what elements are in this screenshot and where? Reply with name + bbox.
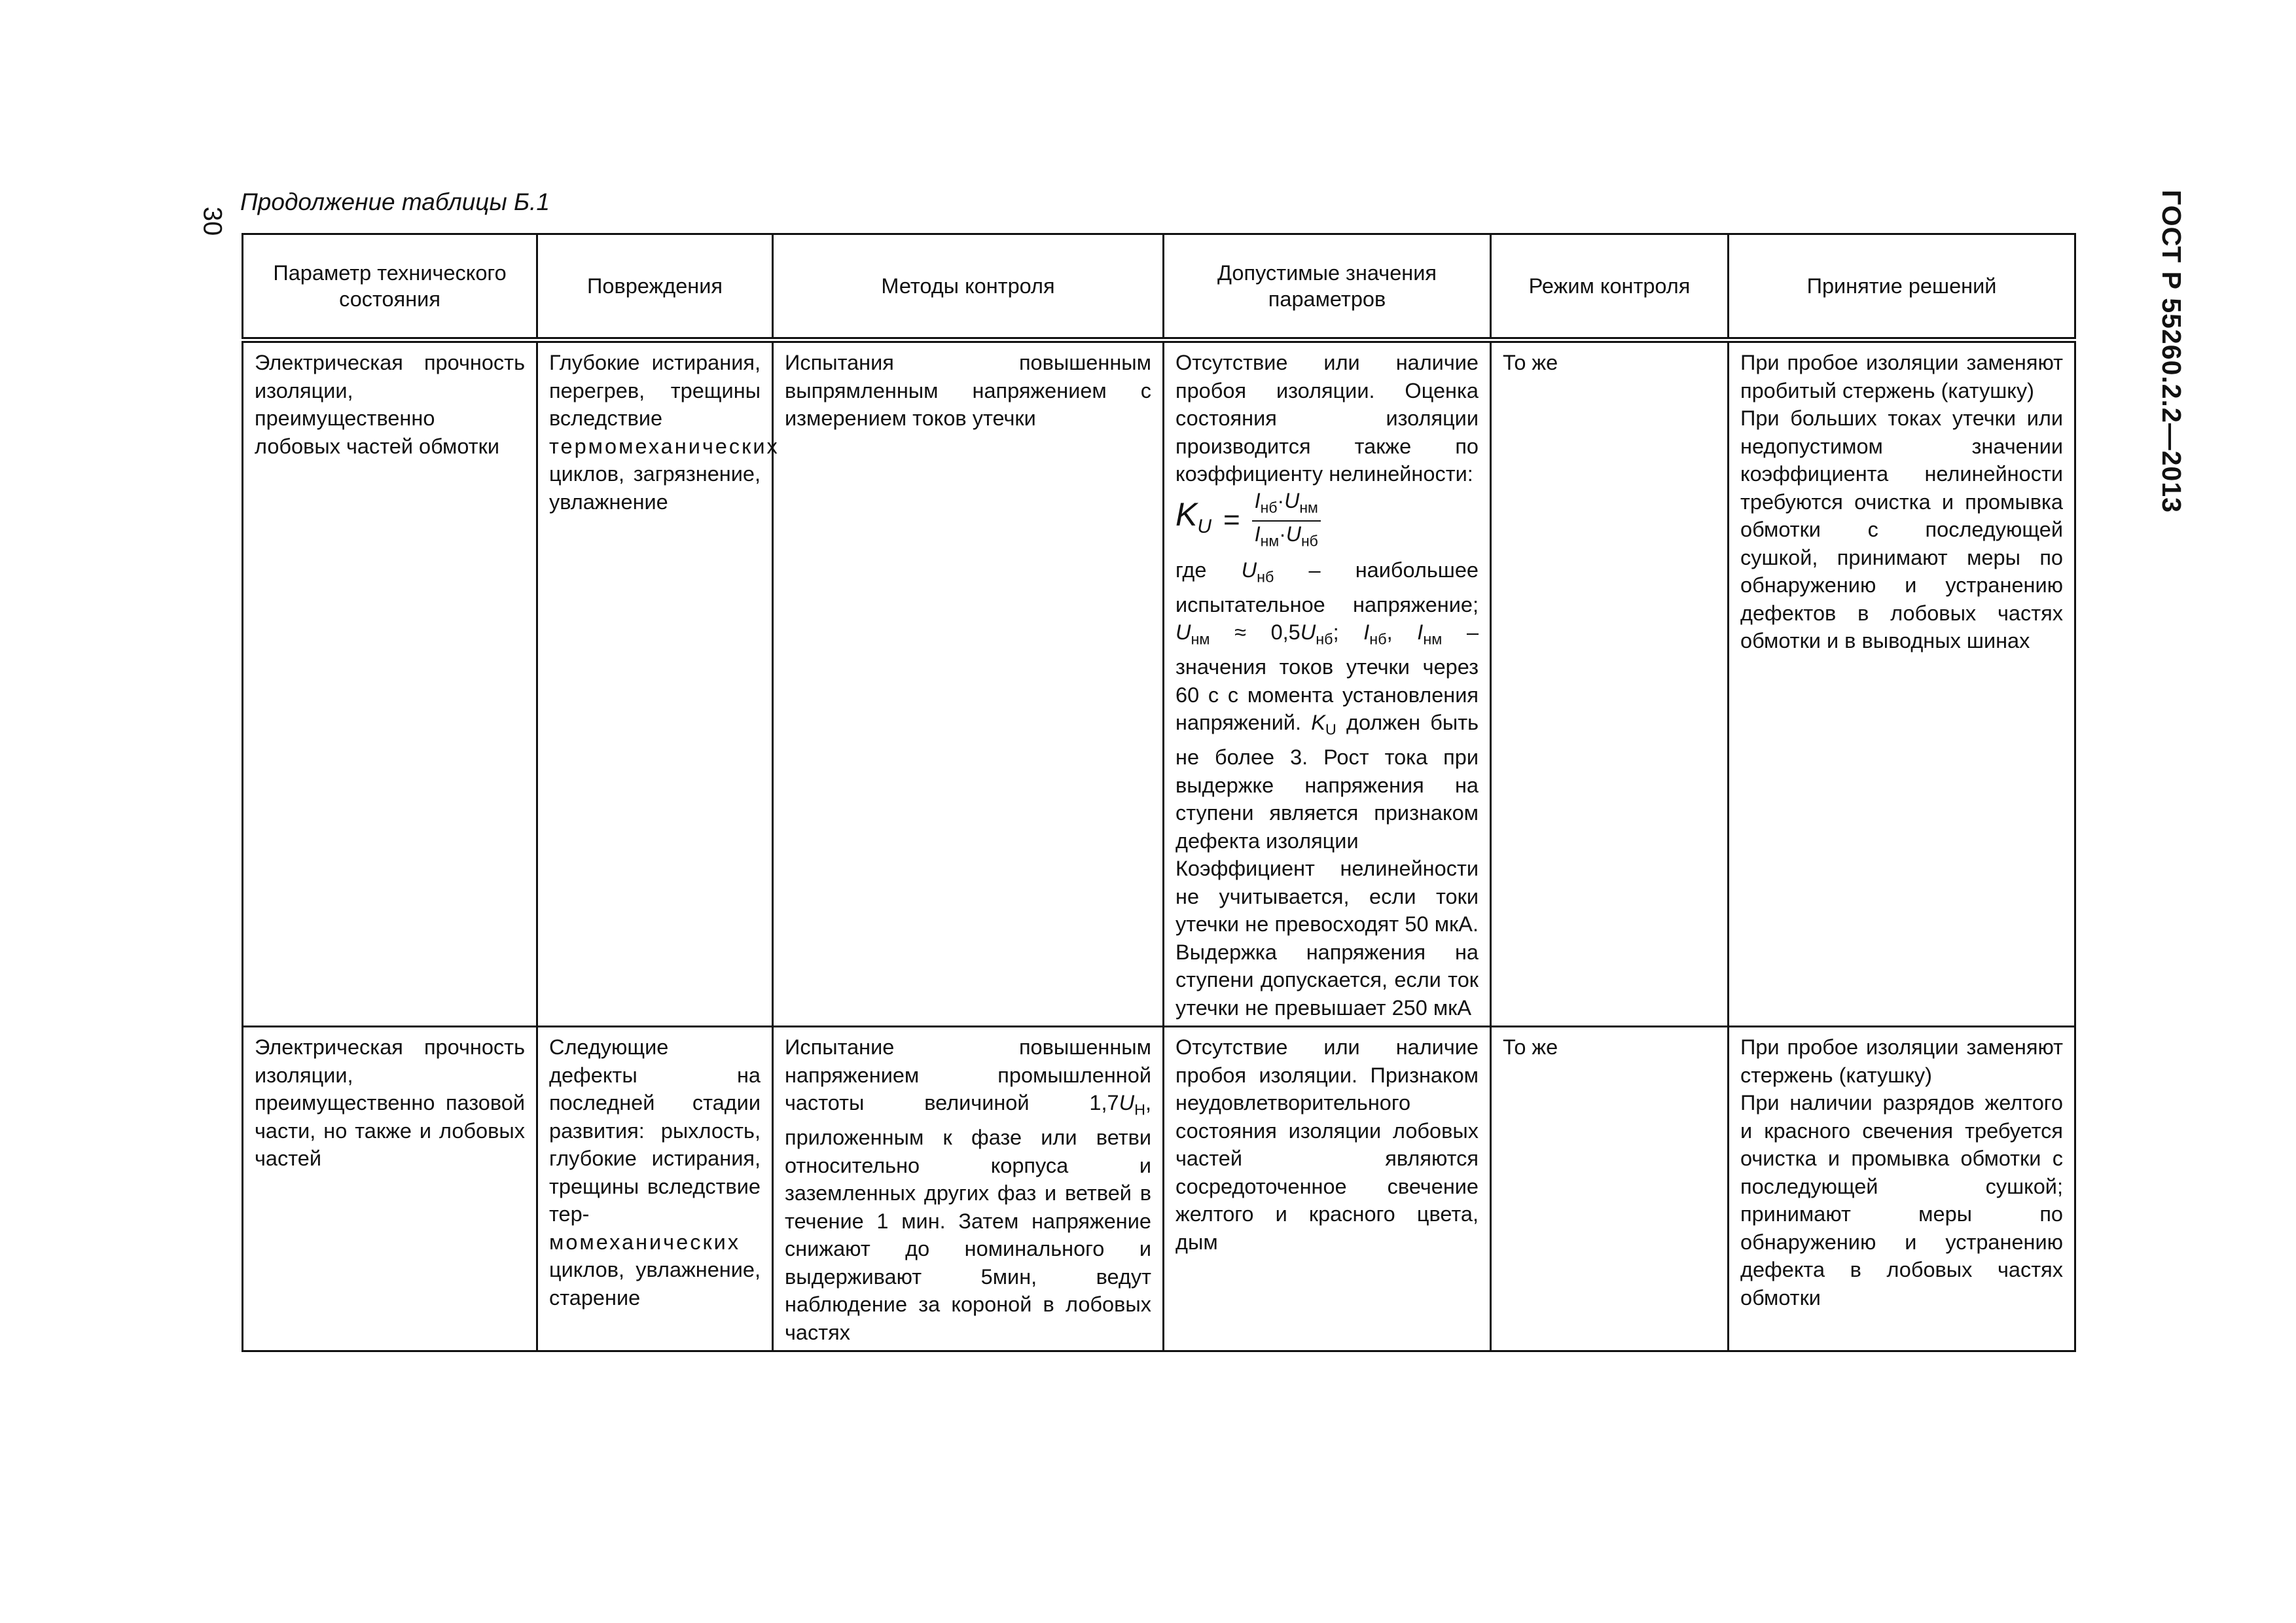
cell-allowed-values — [1164, 340, 1491, 1027]
allowed-intro: Отсутствие или наличие пробоя изоляции. Оценка состояния изоляции производится также по коэффициенту нелинейности: — [1175, 351, 1479, 486]
damage-text: Глубокие истирания, перегрев, трещины вследствие — [549, 351, 761, 430]
cell-decisions — [1729, 340, 2075, 1027]
cell-damage — [537, 340, 780, 1027]
inspection-table — [242, 233, 2076, 1352]
formula-lhs: $K_U$ — [1175, 495, 1212, 537]
header-allowed-values: Допустимые значения параметров — [1164, 234, 1491, 340]
cell-parameter: Электрическая прочность изоляции, преимущественно пазовой части, но также и лобовых частей — [243, 1027, 537, 1351]
header-damage: Повреждения — [537, 234, 773, 340]
damage-text: циклов, увлажнение, старение — [549, 1258, 761, 1310]
header-methods: Методы контроля — [773, 234, 1164, 340]
damage-text: момеханических — [549, 1230, 741, 1254]
cell-control-mode: То же — [1491, 340, 1729, 1027]
table-row — [243, 1027, 2075, 1351]
cell-method: Испытания повышенным выпрямленным напряжением с измерением токов утечки — [773, 340, 1164, 1027]
formula-equals: = — [1223, 504, 1240, 537]
decision-text: При пробое изоляции заменяют стержень (катушку) — [1740, 1035, 2063, 1087]
nonlinearity-formula — [1175, 490, 1479, 552]
cell-method: Испытание повышенным напряжением промышленной частоты величиной $1,7U_Н$, приложенным к фазе или ветви относительно корпуса и заземленных других фаз и ветвей в течение 1 мин. Затем напряжение снижают до номинального и выдерживают 5мин, ведут наблюдение за короной в лобовых частях — [773, 1027, 1164, 1351]
cell-decisions — [1729, 1027, 2075, 1351]
formula-denominator: $I_{нм}\cdot U_{нб}$ — [1254, 522, 1318, 549]
header-control-mode: Режим контроля — [1491, 234, 1729, 340]
cell-parameter: Электрическая прочность изоляции, преимущественно лобовых частей обмотки — [243, 340, 537, 1027]
damage-text: термомеханических — [549, 434, 780, 458]
formula-fraction — [1252, 490, 1321, 552]
formula-numerator: $I_{нб}\cdot U_{нм}$ — [1252, 490, 1321, 521]
damage-text: циклов, загрязнение, увлажнение — [549, 462, 761, 514]
allowed-note: Коэффициент нелинейности не учитывается, если токи утечки не превосходят 50 мкА. Выдержка напряжения на ступени допускается, если ток утечки не превышает 250 мкА — [1175, 857, 1479, 1020]
document-code: ГОСТ Р 55260.2.2—2013 — [2157, 190, 2187, 513]
decision-text: При больших токах утечки или недопустимом значении коэффициента нелинейности требуются очистка и промывка обмотки с последующей сушкой, принимают меры по обнаружению и устранению дефектов в лобовых частях обмотки и в выводных шинах — [1740, 406, 2063, 652]
cell-control-mode: То же — [1491, 1027, 1729, 1351]
page-number: 30 — [198, 206, 227, 236]
header-parameter: Параметр технического состояния — [243, 234, 537, 340]
table-header-row — [243, 234, 2075, 340]
cell-allowed-values: Отсутствие или наличие пробоя изоляции. Признаком неудовлетворительного состояния изоляции лобовых частей являются сосредоточенное свечение желтого и красного цвета, дым — [1164, 1027, 1491, 1351]
decision-text: При наличии разрядов желтого и красного свечения требуется очистка и промывка обмотки с последующей сушкой; принимают меры по обнаружению и устранению дефекта в лобовых частях обмотки — [1740, 1091, 2063, 1310]
table-caption: Продолжение таблицы Б.1 — [240, 188, 550, 215]
formula-explanation: где $U_{нб}$ – наибольшее испытательное напряжение; $U_{нм} \approx 0,5U_{нб}$; $I_{нб}$, $I_{нм}$ – значения токов утечки через 60 с с момента установления напряжений. $K_U$ должен быть не более 3. Рост тока при выдержке напряжения на ступени является признаком дефекта изоляции — [1175, 558, 1479, 853]
decision-text: При пробое изоляции заменяют пробитый стержень (катушку) — [1740, 351, 2063, 402]
table-row — [243, 340, 2075, 1027]
damage-text: Следующие дефекты на последней стадии развития: рыхлость, глубокие истирания, трещины вследствие тер- — [549, 1035, 761, 1226]
cell-damage — [537, 1027, 773, 1351]
header-decisions: Принятие решений — [1729, 234, 2075, 340]
